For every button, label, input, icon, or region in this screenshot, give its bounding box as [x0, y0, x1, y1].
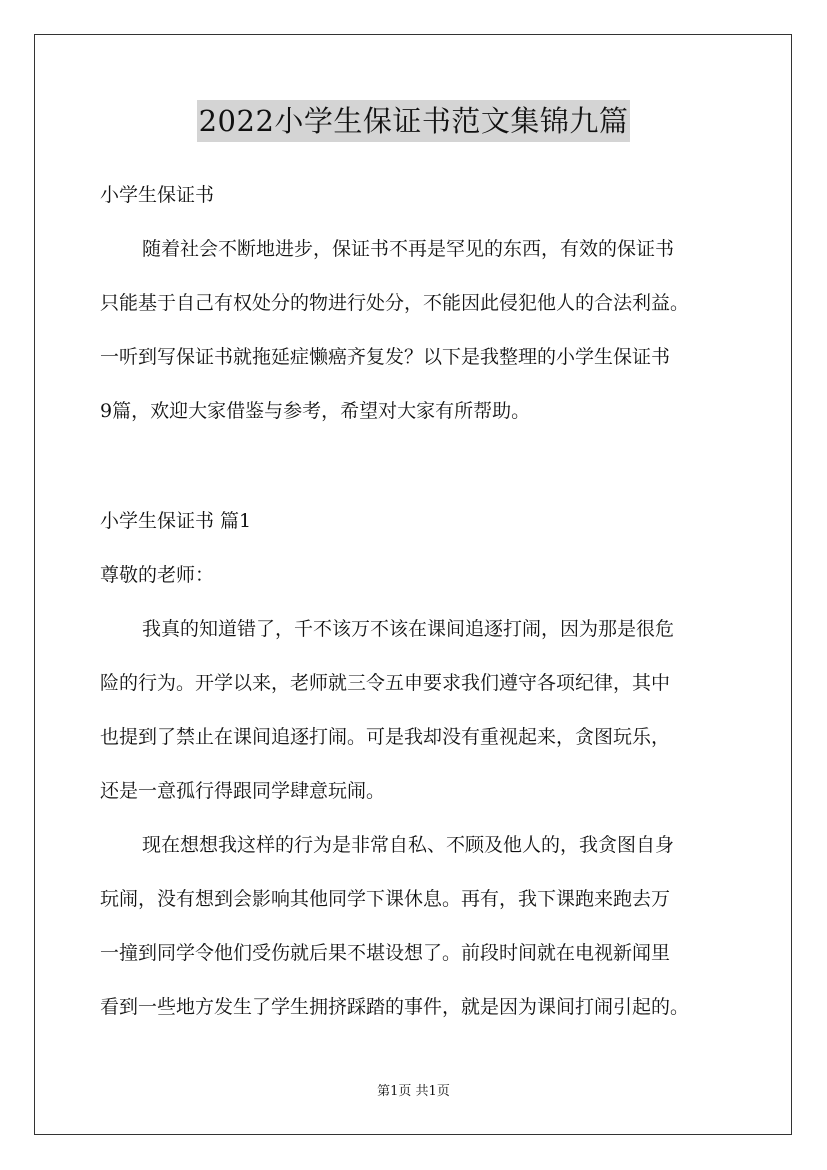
intro-heading: 小学生保证书	[100, 184, 215, 206]
paragraph1-line-1: 我真的知道错了，千不该万不该在课间追逐打闹，因为那是很危	[142, 618, 675, 640]
page-number-footer: 第1页 共1页	[377, 1084, 450, 1099]
intro-line-2: 只能基于自己有权处分的物进行处分，不能因此侵犯他人的合法利益。	[100, 292, 690, 314]
paragraph1-line-3: 也提到了禁止在课间追逐打闹。可是我却没有重视起来，贪图玩乐，	[100, 726, 671, 748]
title-container	[0, 100, 827, 142]
paragraph2-line-1: 现在想想我这样的行为是非常自私、不顾及他人的，我贪图自身	[142, 834, 675, 856]
salutation: 尊敬的老师：	[100, 564, 215, 586]
paragraph2-line-2: 玩闹，没有想到会影响其他同学下课休息。再有，我下课跑来跑去万	[100, 888, 671, 910]
document-title: 2022小学生保证书范文集锦九篇	[197, 100, 631, 142]
intro-line-4: 9篇，欢迎大家借鉴与参考，希望对大家有所帮助。	[100, 400, 531, 422]
intro-line-1: 随着社会不断地进步，保证书不再是罕见的东西，有效的保证书	[142, 238, 675, 260]
paragraph1-line-2: 险的行为。开学以来，老师就三令五申要求我们遵守各项纪律，其中	[100, 672, 671, 694]
paragraph2-line-4: 看到一些地方发生了学生拥挤踩踏的事件，就是因为课间打闹引起的。	[100, 996, 690, 1018]
section-heading: 小学生保证书 篇1	[100, 510, 252, 532]
paragraph2-line-3: 一撞到同学令他们受伤就后果不堪设想了。前段时间就在电视新闻里	[100, 942, 671, 964]
paragraph1-line-4: 还是一意孤行得跟同学肆意玩闹。	[100, 780, 386, 802]
intro-line-3: 一听到写保证书就拖延症懒癌齐复发？以下是我整理的小学生保证书	[100, 346, 671, 368]
